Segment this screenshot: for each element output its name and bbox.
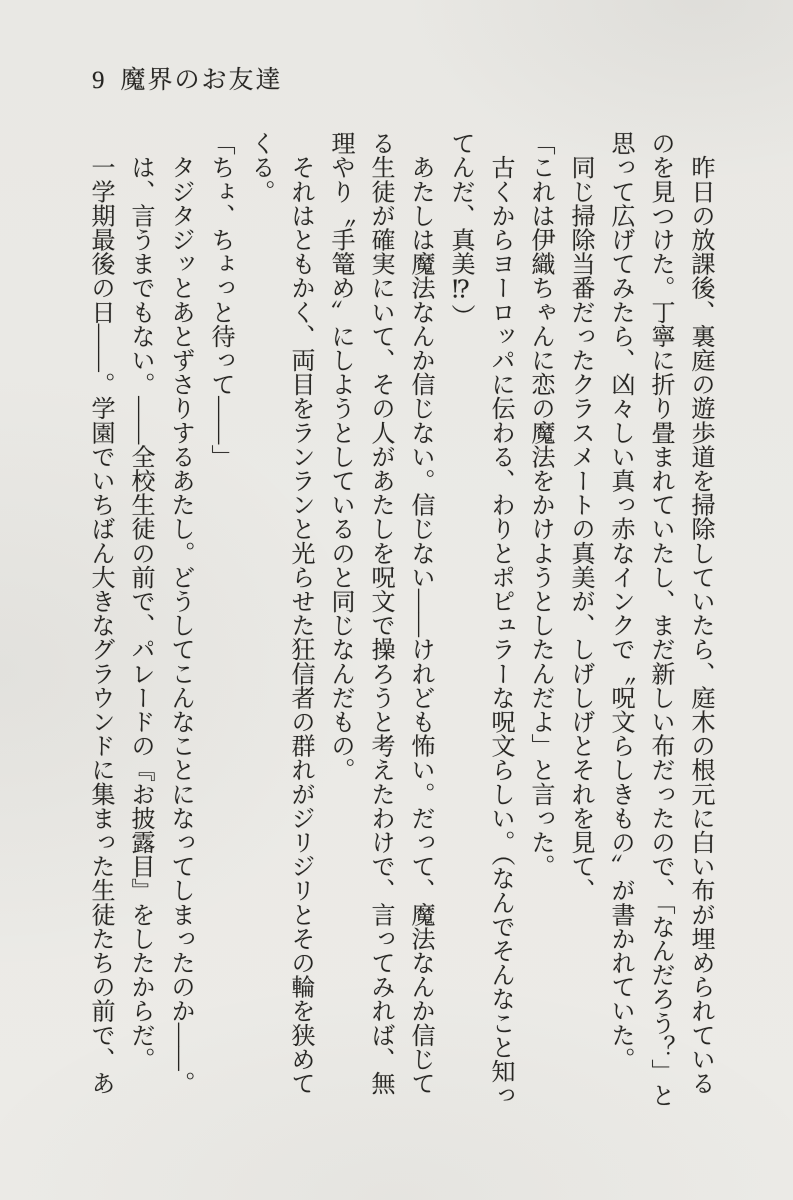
text-column-13: 「ちょ、ちょっと待って――」 — [207, 131, 233, 469]
text-column-12: くる。 — [247, 131, 273, 204]
text-column-4: 同じ掃除当番だったクラスメートの真美が、しげしげとそれを見て、 — [567, 131, 593, 903]
text-column-11: それはともかく、両目をランランと光らせた狂信者の群れがジリジリとその輪を狭めて — [287, 131, 313, 1095]
text-column-7: てんだ、真美⁉） — [447, 131, 473, 328]
text-column-15: は、言うまでもない。――全校生徒の前で、パレードの『お披露目』をしたからだ。 — [127, 131, 153, 1071]
page-number: 9 — [92, 67, 105, 94]
text-column-5: 「これは伊織ちゃんに恋の魔法をかけようとしたんだよ」と言った。 — [527, 131, 553, 879]
page-header — [92, 66, 283, 96]
text-column-3: 思って広げてみたら、凶々しい真っ赤なインクで〝呪文らしきもの〞が書かれていた。 — [607, 131, 633, 1071]
chapter-title: 魔界のお友達 — [120, 67, 283, 94]
text-column-14: タジタジッとあとずさりするあたし。どうしてこんなことになってしまったのか――。 — [167, 131, 193, 1095]
text-column-8: あたしは魔法なんか信じない。信じない――けれども怖い。だって、魔法なんか信じて — [407, 131, 433, 1095]
text-column-2: のを見つけた。丁寧に折り畳まれていたし、まだ新しい布だったので、「なんだろう？」と — [647, 131, 673, 1108]
text-column-1: 昨日の放課後、裏庭の遊歩道を掃除していたら、庭木の根元に白い布が埋められている — [687, 131, 713, 1095]
text-column-10: 理やり〝手篭め〞にしようとしているのと同じなんだもの。 — [327, 131, 353, 782]
text-column-16: 一学期最後の日――。学園でいちばん大きなグラウンドに集まった生徒たちの前で、あ — [87, 131, 113, 1095]
body-text — [80, 131, 720, 1123]
text-column-9: る生徒が確実にいて、その人があたしを呪文で操ろうと考えたわけで、言ってみれば、無 — [367, 131, 393, 1095]
text-column-6: 古くからヨーロッパに伝わる、わりとポピュラーな呪文らしい。（なんでそんなこと知っ — [487, 131, 513, 1108]
